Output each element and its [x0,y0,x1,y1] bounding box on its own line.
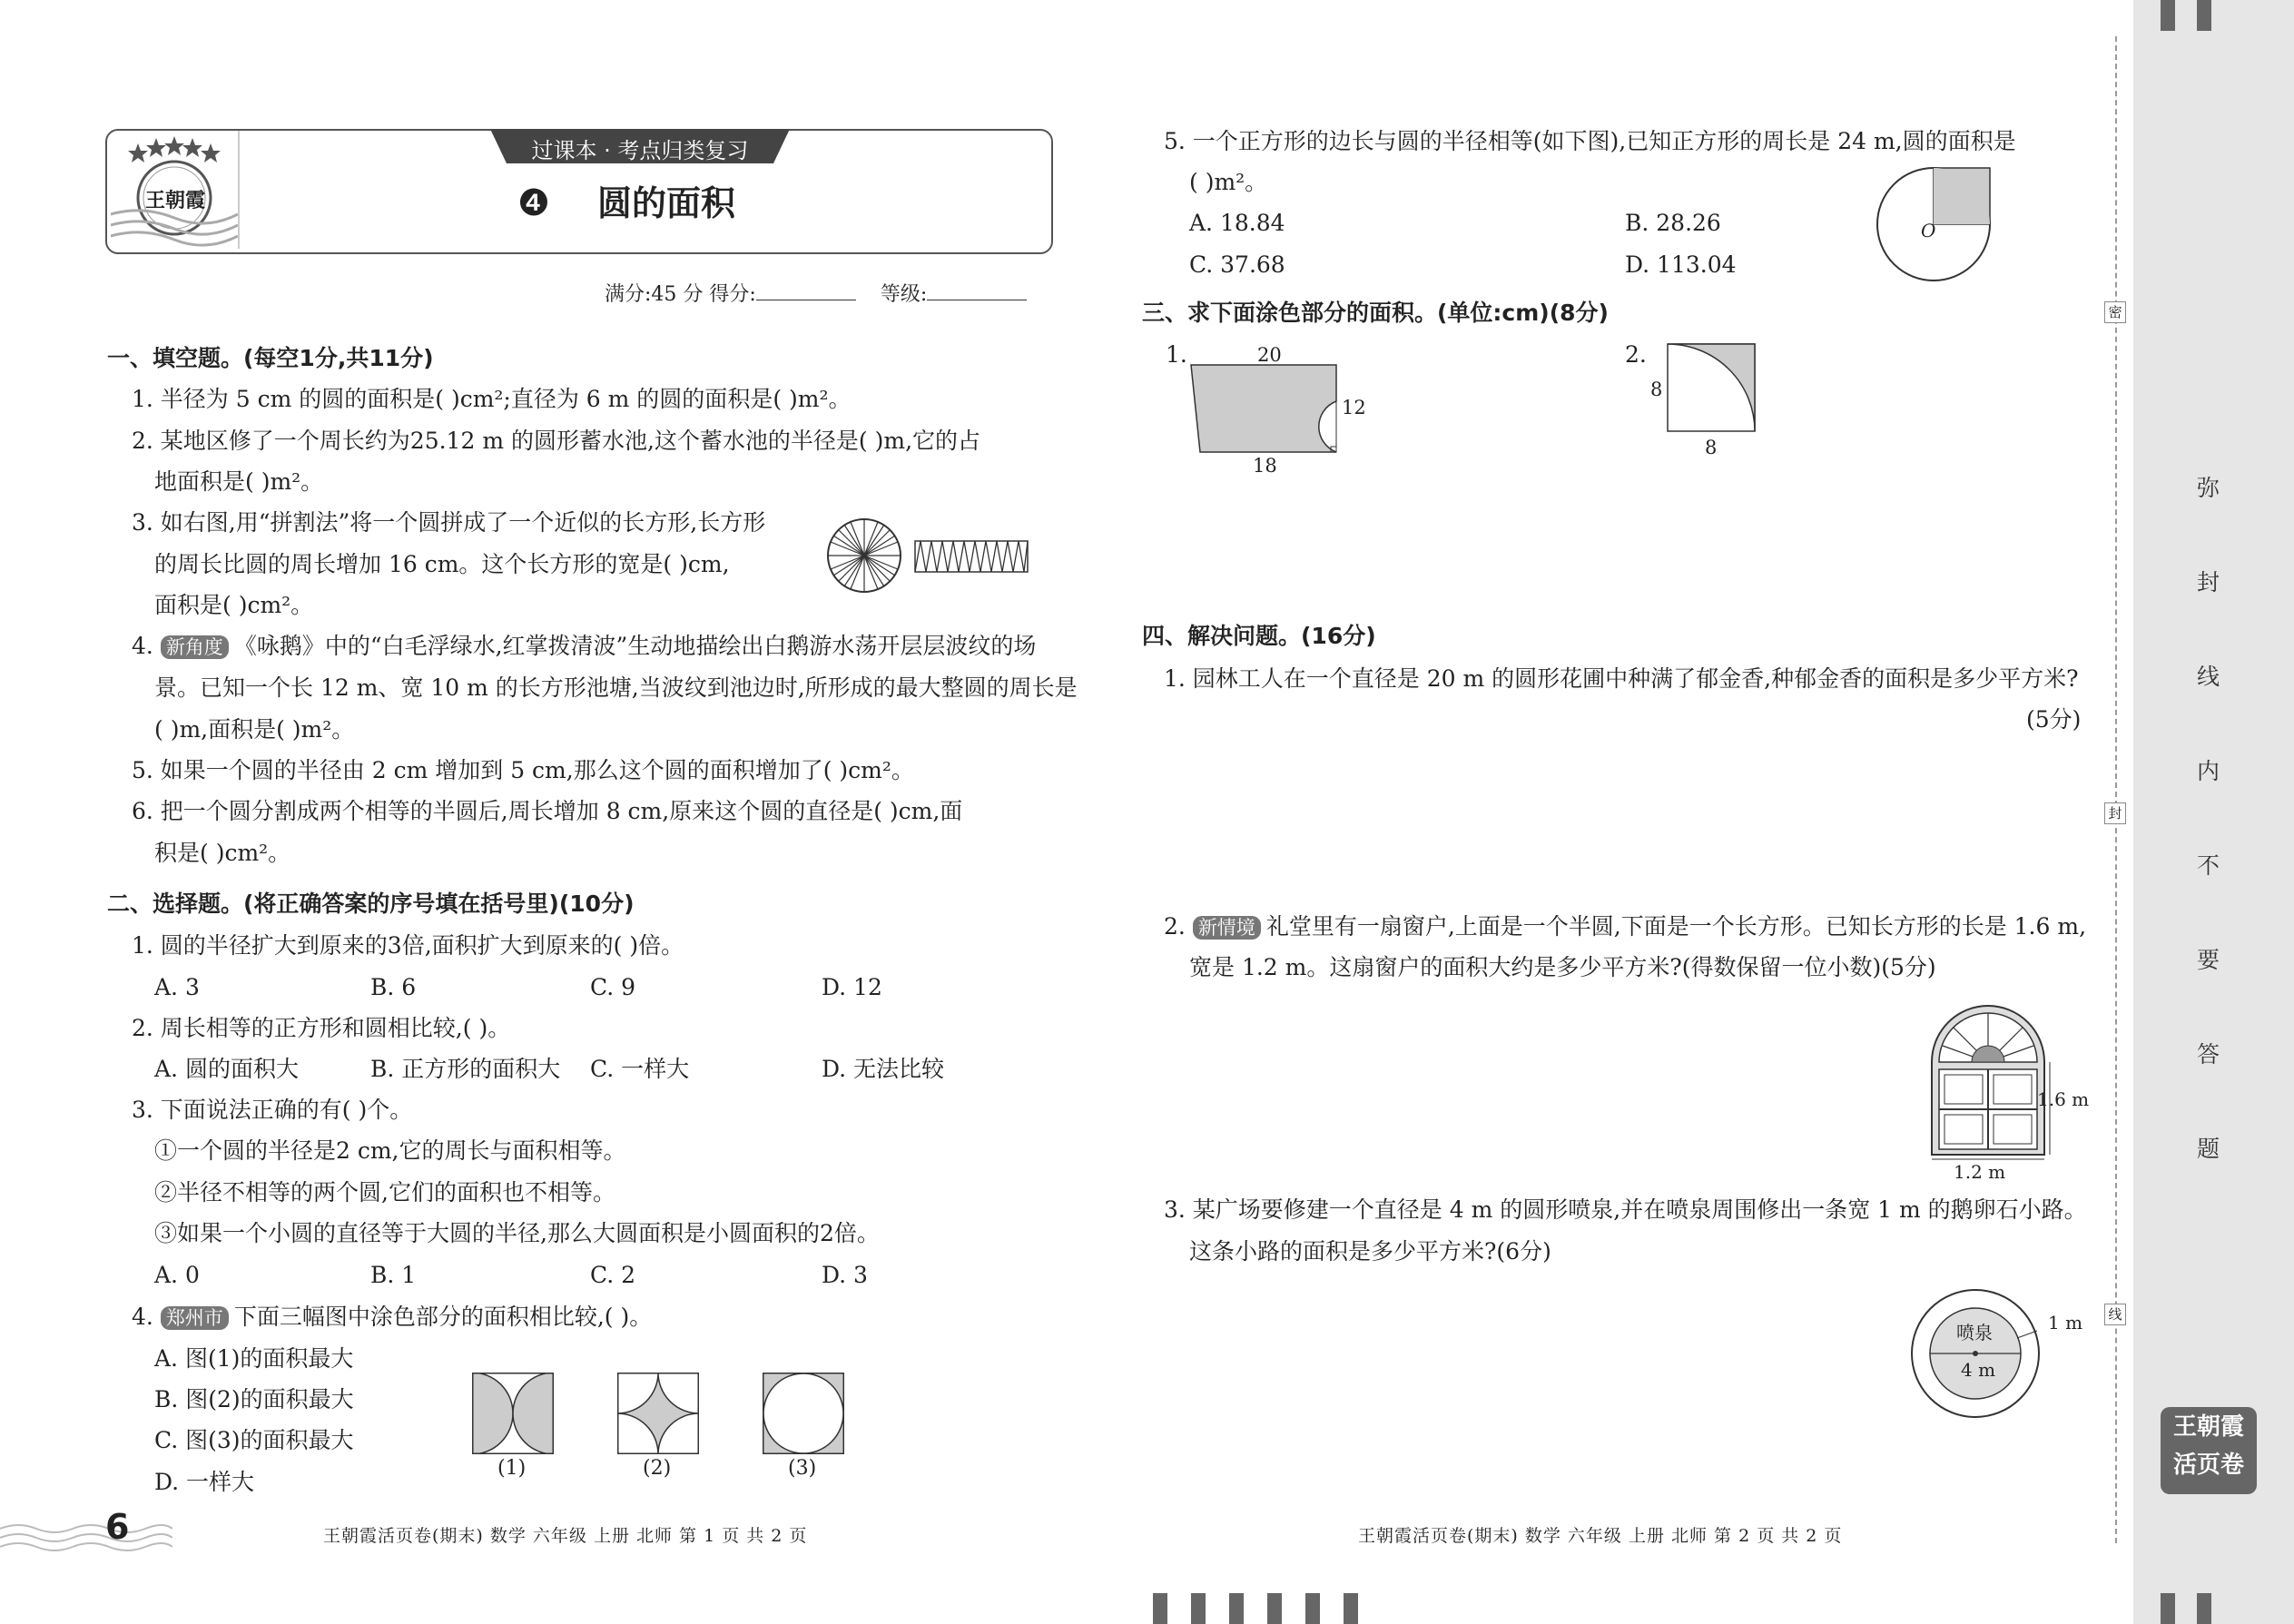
path-width-label: 1 m [2048,1312,2083,1334]
s1-q3a: 3. 如右图,用“拼割法”将一个圆拼成了一个近似的长方形,长方形 [132,509,766,536]
s1-q6b: 积是( )cm²。 [154,840,291,866]
s1-q3b: 的周长比圆的周长增加 16 cm。这个长方形的宽是( )cm, [154,551,730,577]
page-title: 圆的面积 [597,183,736,223]
section4-heading: 四、解决问题。(16分) [1142,623,1376,649]
s3-f2-bottom: 8 [1705,437,1718,458]
fig-2-label: (2) [643,1457,672,1480]
section3-heading: 三、求下面涂色部分的面积。(单位:cm)(8分) [1142,300,1609,326]
s2-q1-c: C. 9 [590,974,636,1000]
s2-q2-a: A. 圆的面积大 [154,1056,299,1082]
s2-q3-d: D. 3 [822,1262,868,1288]
s1-q1: 1. 半径为 5 cm 的圆的面积是( )cm²;直径为 6 m 的圆的面积是( )m²。 [132,386,852,412]
s2-q1: 1. 圆的半径扩大到原来的3倍,面积扩大到原来的( )倍。 [132,932,684,959]
s3-f1-right: 12 [1342,397,1366,418]
s2-q1-a: A. 3 [154,974,200,1000]
s2-q5-b: B. 28.26 [1625,210,1721,236]
s2-q2-c: C. 一样大 [590,1056,690,1082]
binding-char-5: 不 [2197,852,2220,879]
fig-1-label: (1) [497,1457,527,1480]
section2-heading: 二、选择题。(将正确答案的序号填在括号里)(10分) [107,891,635,917]
s4-q2a: 2. 新情境 礼堂里有一扇窗户,上面是一个半圆,下面是一个长方形。已知长方形的长是 1.6 m, [1164,913,2087,940]
s2-q4: 4. 郑州市 下面三幅图中涂色部分的面积相比较,( )。 [132,1304,653,1330]
score-line: 满分:45 分 得分: 等级: [605,281,1027,309]
s2-q4-a: A. 图(1)的面积最大 [154,1345,354,1372]
s3-f2-left: 8 [1650,379,1663,400]
s2-q5a: 5. 一个正方形的边长与圆的半径相等(如下图),已知正方形的周长是 24 m,圆的面积是 [1164,128,2016,154]
binding-marker-3: 线 [2104,1304,2126,1325]
brand-badge [2161,1407,2257,1494]
unit-number: ❹ [517,182,550,224]
s4-q1: 1. 园林工人在一个直径是 20 m 的圆形花圃中种满了郁金香,种郁金香的面积是多少平方米? [1164,665,2079,692]
binding-char-2: 封 [2197,569,2220,595]
s2-q3-s2: ②半径不相等的两个圆,它们的面积也不相等。 [154,1179,615,1206]
binding-char-4: 内 [2197,758,2220,784]
logo-text: 王朝霞 [145,189,206,212]
q5-figure [1876,165,1994,287]
s3-f1-bottom: 18 [1253,455,1277,477]
fig-1 [472,1373,554,1458]
binding-char-7: 答 [2197,1041,2220,1068]
s1-q3c: 面积是( )cm²。 [154,592,314,618]
s1-q5: 5. 如果一个圆的半径由 2 cm 增加到 5 cm,那么这个圆的面积增加了( )cm²。 [132,757,914,783]
s2-q5-d: D. 113.04 [1625,251,1737,278]
s2-q3-a: A. 0 [154,1262,200,1288]
s3-f2-num: 2. [1625,341,1647,368]
footer-right: 王朝霞活页卷(期末) 数学 六年级 上册 北师 第 2 页 共 2 页 [1358,1526,1843,1546]
s2-q5b: ( )m²。 [1189,169,1268,195]
s3-f1-top: 20 [1257,344,1282,366]
s2-q1-d: D. 12 [822,974,882,1000]
s3-f1-num: 1. [1166,341,1187,368]
ribbon [490,129,790,163]
s2-q2-d: D. 无法比较 [822,1056,945,1082]
s3-figure-2 [1667,343,1757,438]
logo [111,134,238,247]
s1-q4a: 4. 新角度 《咏鹅》中的“白毛浮绿水,红掌拨清波”生动地描绘出白鹅游水荡开层层波纹的场 [132,633,1037,659]
cut-circle-figure [826,517,1035,603]
s2-q1-b: B. 6 [370,974,417,1000]
s2-q5-c: C. 37.68 [1189,251,1285,278]
binding-char-1: 弥 [2197,475,2220,501]
fountain-figure [1903,1285,2057,1425]
binding-marker-1: 密 [2104,301,2126,323]
s2-q3-b: B. 1 [370,1262,417,1288]
s3-figure-1 [1185,363,1348,458]
fig-3 [763,1373,844,1458]
binding-char-3: 线 [2197,664,2220,690]
footer-left: 王朝霞活页卷(期末) 数学 六年级 上册 北师 第 1 页 共 2 页 [323,1526,808,1546]
s2-q2: 2. 周长相等的正方形和圆相比较,( )。 [132,1015,511,1041]
section1-heading: 一、填空题。(每空1分,共11分) [107,345,434,371]
s2-q3-s3: ③如果一个小圆的直径等于大圆的半径,那么大圆面积是小圆面积的2倍。 [154,1220,880,1246]
s1-q2a: 2. 某地区修了一个周长约为25.12 m 的圆形蓄水池,这个蓄水池的半径是( )m,它的占 [132,428,981,454]
s2-q2-b: B. 正方形的面积大 [370,1056,561,1082]
s4-q1-points: (5分) [2026,706,2082,733]
fountain-diameter: 4 m [1961,1359,1996,1381]
binding-sidebar [2133,0,2294,1624]
new-angle-tag: 新角度 [161,635,229,659]
brand-line-2: 活页卷 [2172,1452,2244,1479]
window-height-label: 1.6 m [2037,1088,2090,1110]
fountain-label: 喷泉 [1956,1322,1993,1343]
s4-q2b: 宽是 1.2 m。这扇窗户的面积大约是多少平方米?(得数保留一位小数)(5分) [1189,954,1936,980]
s2-q3-s1: ①一个圆的半径是2 cm,它的周长与面积相等。 [154,1137,626,1164]
footer-waves [0,1518,172,1558]
page-number: 6 [105,1507,130,1547]
s1-q2b: 地面积是( )m²。 [154,468,324,495]
s1-q6a: 6. 把一个圆分割成两个相等的半圆后,周长增加 8 cm,原来这个圆的直径是( )cm,面 [132,798,963,824]
s2-q4-b: B. 图(2)的面积最大 [154,1386,354,1412]
ribbon-text: 过课本 · 考点归类复习 [531,138,749,163]
q5-center-label: O [1921,220,1936,241]
zhengzhou-tag: 郑州市 [161,1306,229,1330]
binding-char-8: 题 [2197,1136,2220,1162]
s2-q4-c: C. 图(3)的面积最大 [154,1427,354,1453]
binding-marker-2: 封 [2104,802,2126,824]
s2-q4-d: D. 一样大 [154,1469,255,1495]
s4-q3a: 3. 某广场要修建一个直径是 4 m 的圆形喷泉,并在喷泉周围修出一条宽 1 m 的鹅卵石小路。 [1164,1196,2087,1223]
window-figure [1925,999,2052,1166]
s1-q4c: ( )m,面积是( )m²。 [154,716,355,743]
s2-q3: 3. 下面说法正确的有( )个。 [132,1097,413,1123]
brand-line-1: 王朝霞 [2172,1413,2244,1441]
new-situation-tag: 新情境 [1193,916,1261,940]
fig-3-label: (3) [788,1457,817,1480]
s2-q5-a: A. 18.84 [1189,210,1285,236]
s2-q3-c: C. 2 [590,1262,636,1288]
s1-q4b: 景。已知一个长 12 m、宽 10 m 的长方形池塘,当波纹到池边时,所形成的最大整圆的周长是 [154,674,1078,701]
binding-char-6: 要 [2197,947,2220,973]
window-width-label: 1.2 m [1954,1161,2006,1183]
s4-q3b: 这条小路的面积是多少平方米?(6分) [1189,1238,1551,1265]
fig-2 [617,1373,699,1458]
